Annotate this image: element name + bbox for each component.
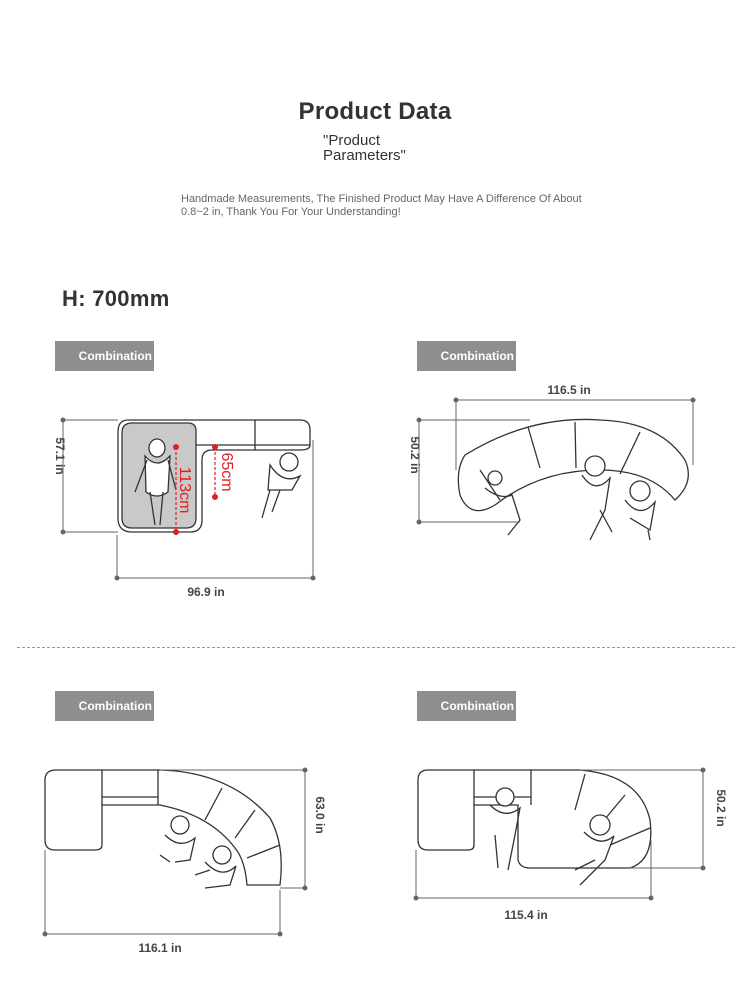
diagram-1-width: 96.9 in [187, 585, 225, 599]
combination-badge-3: Combination [55, 691, 154, 721]
measurement-note: Handmade Measurements, The Finished Product May Have A Difference Of About 0.8~2 in, Thank You For Your Understanding! [181, 193, 582, 218]
diagram-4-width: 115.4 in [504, 908, 548, 922]
combination-badge-4: Combination [417, 691, 516, 721]
combination-badge-1: Combination [55, 341, 154, 371]
diagram-1-callout-seat: 65cm [218, 452, 235, 492]
page-subtitle: "Product Parameters" [323, 132, 406, 164]
diagram-2-width: 116.5 in [547, 383, 591, 397]
page-title: Product Data [298, 98, 452, 125]
diagram-3-width: 116.1 in [138, 941, 182, 955]
diagram-3-depth: 63.0 in [313, 796, 327, 834]
sofa-diagram-4 [414, 768, 706, 901]
diagram-1-depth: 57.1 in [53, 437, 67, 475]
diagram-2-depth: 50.2 in [408, 436, 422, 474]
diagram-4-depth: 50.2 in [714, 789, 728, 827]
sofa-diagram-3 [43, 768, 308, 937]
diagram-1-callout-depth: 113cm [176, 466, 193, 514]
combination-badge-2: Combination [417, 341, 516, 371]
sofa-diagram-2 [417, 398, 696, 541]
height-label: H: 700mm [62, 286, 170, 311]
